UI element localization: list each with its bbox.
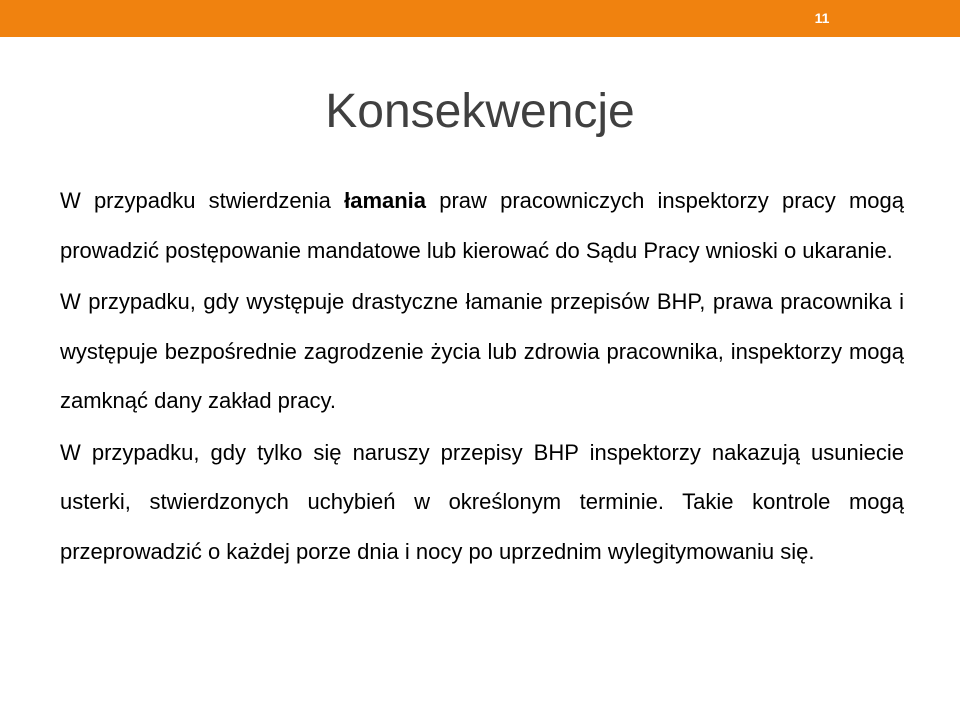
paragraph-3: W przypadku, gdy tylko się naruszy przepisy BHP inspektorzy nakazują usuniecie usterki, stwierdzonych uchybień w określonym terminie. Takie kontrole mogą przeprowadzić o każdej porze dnia i nocy po uprzednim wylegitymowaniu się. xyxy=(60,439,904,564)
paragraph-1-bold-word: łamania xyxy=(344,188,427,213)
slide-number: 11 xyxy=(814,10,830,26)
paragraph-1-text-end: praw pracowniczych inspektorzy pracy mogą prowadzić postępowanie mandatowe lub kierować do Sądu Pracy wnioski o ukaranie. xyxy=(60,188,904,263)
slide-title: Konsekwencje xyxy=(325,85,635,138)
paragraph-1 xyxy=(60,176,904,275)
slide-content xyxy=(60,176,904,578)
paragraph-2: W przypadku, gdy występuje drastyczne łamanie przepisów BHP, prawa pracownika i występuje bezpośrednie zagrodzenie życia lub zdrowia pracownika, inspektorzy mogą zamknąć dany zakład pracy. xyxy=(60,289,904,413)
top-accent-bar xyxy=(0,0,960,37)
paragraph-1-text-start: W przypadku stwierdzenia xyxy=(60,188,345,213)
